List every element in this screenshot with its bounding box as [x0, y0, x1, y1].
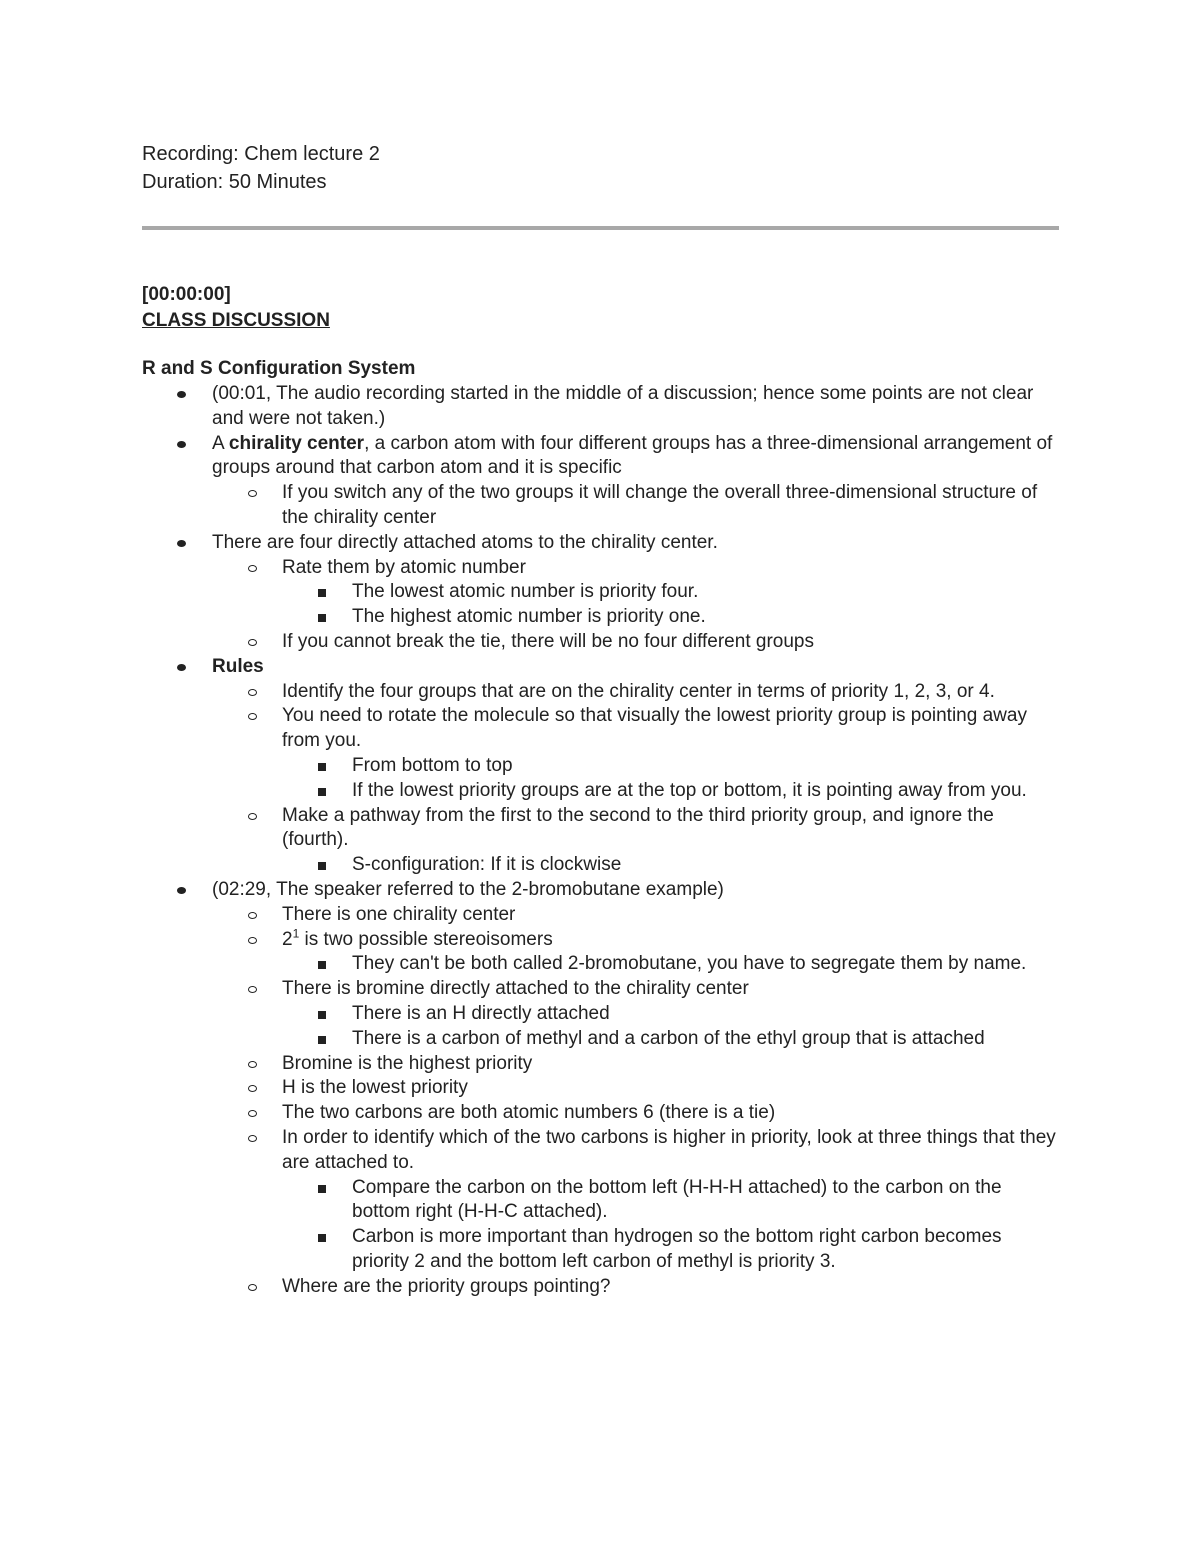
bullet-dot-icon [177, 887, 186, 894]
bullet-circle-icon [248, 912, 257, 919]
list-item: H is the lowest priority [212, 1076, 1062, 1101]
horizontal-divider [142, 226, 1059, 230]
bullet-circle-icon [248, 813, 257, 820]
bullet-list [142, 382, 1062, 1299]
bullet-circle-icon [248, 937, 257, 944]
list-item: A chirality center, a carbon atom with four different groups has a three-dimensional arrangement of groups around that carbon atom and it is specific If you switch any of the two groups it will change the overall three-dimensional structure of the chirality center [142, 432, 1062, 531]
list-item: Bromine is the highest priority [212, 1052, 1062, 1077]
bullet-dot-icon [177, 664, 186, 671]
bullet-circle-icon [248, 1135, 257, 1142]
bullet-dot-icon [177, 540, 186, 547]
list-item: (02:29, The speaker referred to the 2-bromobutane example) There is one chirality center $2^1$ is two possible stereoisomers They can't be both called 2-bromobutane, you have to segregate them by name. There is bromine directly attached to the chirality center There is an H directly attached There is a carbon of methyl and a carbon of the ethyl group that is attached Bromine is the highest priority H is the lowest priority The two carbons are both atomic numbers 6 (there is a tie) In order to identify which of the two carbons is higher in priority, look at three things that they are attached to. Compare the carbon on the bottom left (H-H-H attached) to the carbon on the bottom right (H-H-C attached). Carbon is more important than hydrogen so the bottom right carbon becomes priority 2 and the bottom left carbon of methyl is priority 3. Where are the priority groups pointing? [142, 878, 1062, 1300]
bullet-square-icon [318, 763, 326, 771]
list-item: They can't be both called 2-bromobutane, you have to segregate them by name. [282, 952, 1062, 977]
list-item: Rules Identify the four groups that are on the chirality center in terms of priority 1, 2, 3, or 4. You need to rotate the molecule so that visually the lowest priority group is pointing away from you. From bottom to top If the lowest priority groups are at the top or bottom, it is pointing away from you. Make a pathway from the first to the second to the third priority group, and ignore the (fourth). S-configuration: If it is clockwise [142, 655, 1062, 878]
bullet-circle-icon [248, 639, 257, 646]
list-item: There are four directly attached atoms to the chirality center. Rate them by atomic number The lowest atomic number is priority four. The highest atomic number is priority one. If you cannot break the tie, there will be no four different groups [142, 531, 1062, 655]
bullet-circle-icon [248, 689, 257, 696]
bullet-square-icon [318, 788, 326, 796]
list-item: There is a carbon of methyl and a carbon of the ethyl group that is attached [282, 1027, 1062, 1052]
list-item: The highest atomic number is priority one. [282, 605, 1062, 630]
bullet-square-icon [318, 1036, 326, 1044]
list-item: In order to identify which of the two carbons is higher in priority, look at three things that they are attached to. Compare the carbon on the bottom left (H-H-H attached) to the carbon on the bottom right (H-H-C attached). Carbon is more important than hydrogen so the bottom right carbon becomes priority 2 and the bottom left carbon of methyl is priority 3. [212, 1126, 1062, 1275]
bullet-dot-icon [177, 391, 186, 398]
list-item: The lowest atomic number is priority four. [282, 580, 1062, 605]
list-item: There is bromine directly attached to the chirality center There is an H directly attached There is a carbon of methyl and a carbon of the ethyl group that is attached [212, 977, 1062, 1051]
list-item: If you switch any of the two groups it will change the overall three-dimensional structure of the chirality center [212, 481, 1062, 531]
bullet-dot-icon [177, 441, 186, 448]
bullet-circle-icon [248, 565, 257, 572]
recording-title: Recording: Chem lecture 2 [142, 143, 380, 165]
bullet-circle-icon [248, 1085, 257, 1092]
bullet-circle-icon [248, 1061, 257, 1068]
bullet-square-icon [318, 961, 326, 969]
bullet-square-icon [318, 1185, 326, 1193]
list-item: If the lowest priority groups are at the top or bottom, it is pointing away from you. [282, 779, 1062, 804]
bullet-square-icon [318, 614, 326, 622]
bullet-circle-icon [248, 1110, 257, 1117]
timestamp: [00:00:00] [142, 284, 231, 305]
list-item: S-configuration: If it is clockwise [282, 853, 1062, 878]
list-item: There is an H directly attached [282, 1002, 1062, 1027]
list-item: The two carbons are both atomic numbers 6 (there is a tie) [212, 1101, 1062, 1126]
bold-term: chirality center [228, 432, 365, 454]
bullet-square-icon [318, 1011, 326, 1019]
list-item: If you cannot break the tie, there will be no four different groups [212, 630, 1062, 655]
section-title: CLASS DISCUSSION [142, 310, 330, 331]
bullet-square-icon [318, 1234, 326, 1242]
transcript-body [142, 282, 1062, 1299]
list-item: There is one chirality center [212, 903, 1062, 928]
bullet-circle-icon [248, 490, 257, 497]
recording-duration: Duration: 50 Minutes [142, 171, 327, 193]
list-item: From bottom to top [282, 754, 1062, 779]
bullet-circle-icon [248, 986, 257, 993]
bullet-square-icon [318, 862, 326, 870]
list-item: Rate them by atomic number The lowest atomic number is priority four. The highest atomic number is priority one. [212, 556, 1062, 630]
document-header [142, 140, 1062, 196]
bullet-circle-icon [248, 1284, 257, 1291]
bullet-square-icon [318, 589, 326, 597]
list-item: You need to rotate the molecule so that visually the lowest priority group is pointing away from you. From bottom to top If the lowest priority groups are at the top or bottom, it is pointing away from you. [212, 704, 1062, 803]
subsection-title: R and S Configuration System [142, 358, 416, 379]
list-item: $2^1$ is two possible stereoisomers They can't be both called 2-bromobutane, you have to segregate them by name. [212, 928, 1062, 978]
list-item: Compare the carbon on the bottom left (H-H-H attached) to the carbon on the bottom right (H-H-C attached). [282, 1176, 1062, 1226]
list-item: Carbon is more important than hydrogen so the bottom right carbon becomes priority 2 and the bottom left carbon of methyl is priority 3. [282, 1225, 1062, 1275]
list-item: Identify the four groups that are on the chirality center in terms of priority 1, 2, 3, or 4. [212, 680, 1062, 705]
list-item: Make a pathway from the first to the second to the third priority group, and ignore the (fourth). S-configuration: If it is clockwise [212, 804, 1062, 878]
list-item: Where are the priority groups pointing? [212, 1275, 1062, 1300]
bullet-circle-icon [248, 713, 257, 720]
list-item: (00:01, The audio recording started in the middle of a discussion; hence some points are not clear and were not taken.) [142, 382, 1062, 432]
